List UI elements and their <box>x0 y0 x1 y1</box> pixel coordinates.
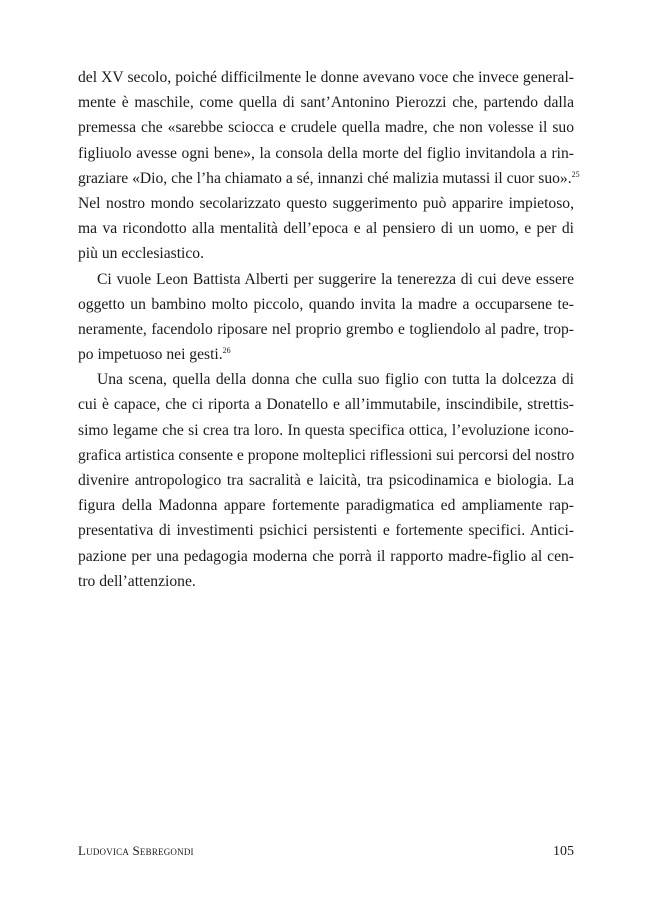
text-line: neramente, facendolo riposare nel proprio grembo e togliendolo al padre, trop- <box>78 320 574 338</box>
paragraph-1 <box>78 65 580 267</box>
text-line: Una scena, quella della donna che culla suo figlio con tutta la dolcezza di <box>97 371 574 389</box>
text-line: premessa che «sarebbe sciocca e crudele quella madre, che non volesse il suo <box>78 119 574 137</box>
line-text: graziare «Dio, che l’ha chiamato a sé, innanzi ché malizia mutassi il cuor suo». <box>78 169 572 187</box>
text-line: figliuolo avesse ogni bene», la consola della morte del figlio invitandola a rin- <box>78 144 574 162</box>
text-line: del XV secolo, poiché difficilmente le donne avevano voce che invece general- <box>78 69 574 86</box>
text-line: pazione per una pedagogia moderna che porrà il rapporto madre-figlio al cen- <box>78 547 574 565</box>
text-line: tro dell’attenzione. <box>78 572 196 590</box>
text-line <box>78 342 574 367</box>
running-footer-author: Ludovica Sebregondi <box>78 843 194 858</box>
text-line <box>78 166 580 191</box>
text-line: cui è capace, che ci riporta a Donatello e all’immutabile, inscindibile, strettis- <box>78 396 574 414</box>
text-line: ma va ricondotto alla mentalità dell’epoca e al pensiero di un uomo, e per di <box>78 220 574 238</box>
page-footer <box>78 843 574 863</box>
text-line: grafica artistica consente e propone molteplici riflessioni sui percorsi del nostro <box>78 446 575 464</box>
text-line: più un ecclesiastico. <box>78 245 205 263</box>
text-line: Ci vuole Leon Battista Alberti per suggerire la tenerezza di cui deve essere <box>97 270 574 288</box>
paragraph-3 <box>78 367 574 594</box>
text-line: mente è maschile, come quella di sant’Antonino Pierozzi che, partendo dalla <box>78 94 574 112</box>
text-line: Nel nostro mondo secolarizzato questo suggerimento può apparire impietoso, <box>78 194 574 212</box>
line-text: po impetuoso nei gesti. <box>78 346 223 364</box>
text-line: figura della Madonna appare fortemente paradigmatica ed ampliamente rap- <box>78 497 574 515</box>
page-number: 105 <box>553 844 574 859</box>
text-line: presentativa di investimenti psichici persistenti e fortemente specifici. Antici- <box>78 522 574 540</box>
paragraph-2 <box>78 267 574 368</box>
text-line: simo legame che si crea tra loro. In questa specifica ottica, l’evoluzione icono- <box>78 421 574 439</box>
footnote-ref-26[interactable]: 26 <box>222 346 231 356</box>
footnote-ref-25[interactable]: 25 <box>571 169 580 179</box>
text-line: oggetto un bambino molto piccolo, quando invita la madre a occuparsene te- <box>78 295 574 313</box>
body-text <box>78 65 580 594</box>
text-line: divenire antropologico tra sacralità e laicità, tra psicodinamica e biologia. La <box>78 472 574 489</box>
